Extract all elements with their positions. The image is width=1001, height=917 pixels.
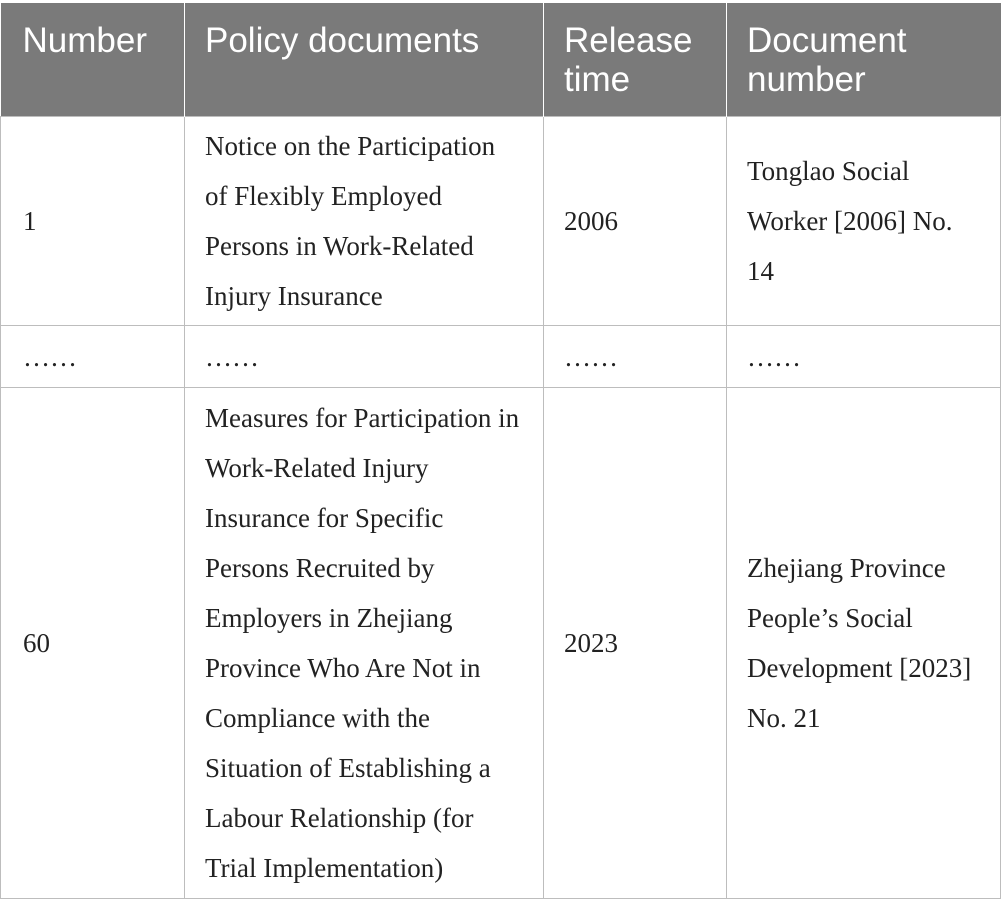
table-row xyxy=(1,388,1001,899)
cell-number: …… xyxy=(1,326,185,388)
cell-policy-document: Measures for Participation in Work-Related Injury Insurance for Specific Persons Recruited by Employers in Zhejiang Province Who Are Not in Compliance with the Situation of Establishing a Labour Relationship (for Trial Implementation) xyxy=(185,388,544,899)
header-number: Number xyxy=(1,3,185,117)
cell-policy-document: …… xyxy=(185,326,544,388)
cell-release-time: 2023 xyxy=(544,388,727,899)
policy-documents-table xyxy=(0,3,1001,899)
header-release-time: Release time xyxy=(544,3,727,117)
cell-document-number: Zhejiang Province People’s Social Development [2023] No. 21 xyxy=(727,388,1001,899)
header-document-number: Document number xyxy=(727,3,1001,117)
cell-document-number: …… xyxy=(727,326,1001,388)
table-row xyxy=(1,326,1001,388)
cell-number: 1 xyxy=(1,117,185,326)
header-policy-documents: Policy documents xyxy=(185,3,544,117)
cell-release-time: …… xyxy=(544,326,727,388)
cell-number: 60 xyxy=(1,388,185,899)
cell-policy-document: Notice on the Participation of Flexibly Employed Persons in Work-Related Injury Insurance xyxy=(185,117,544,326)
cell-release-time: 2006 xyxy=(544,117,727,326)
cell-document-number: Tonglao Social Worker [2006] No. 14 xyxy=(727,117,1001,326)
table-row xyxy=(1,117,1001,326)
table-header-row xyxy=(1,3,1001,117)
